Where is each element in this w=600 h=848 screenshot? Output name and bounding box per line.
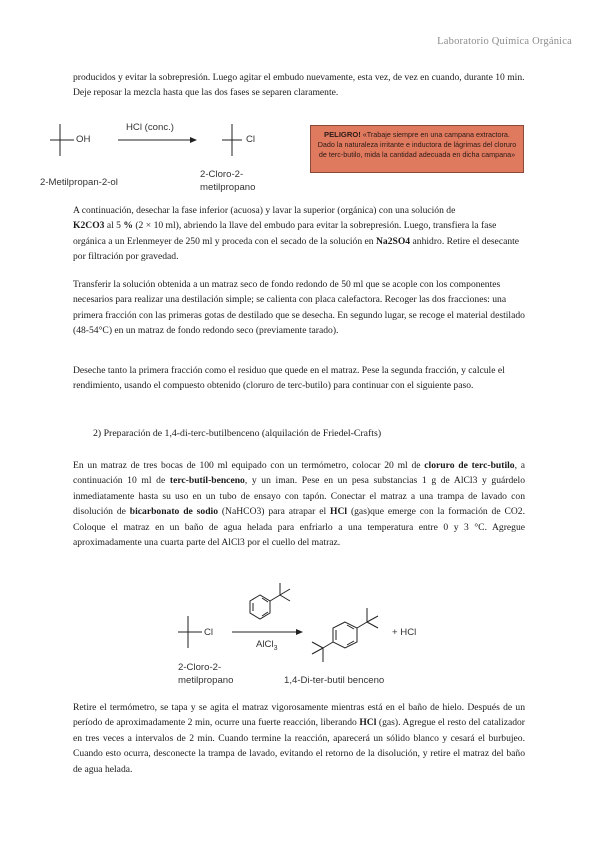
reaction2-reactant-group: Cl [204,627,214,638]
reaction2-reactant-name-line1: 2-Cloro-2- [178,662,222,673]
reaction2-reactant-name-line2: metilpropano [178,675,234,686]
page-header: Laboratorio Química Orgánica [437,36,572,47]
paragraph-intro: producidos y evitar la sobrepresión. Luego agitar el embudo nuevamente, esta vez, de vez en cuando, durante 10 min. Deje reposar la mezcla hasta que las dos fases se separen claramente. [73,72,525,99]
paragraph-reaction-procedure: Retire el termómetro, se tapa y se agita el matraz vigorosamente mientras está en el baño de hielo. Después de un período de aproximadamente 2 min, ocurre una fuerte reacción, liberando HCl (gas). Agregue el resto del catalizador en tres veces a intervalos de 2 min. Cuando termine la reacción, aparecerá un sólido blanco y cesará el burbujeo. Cuando esto ocurra, desconecte la trampa de lavado, evitando el retorno de la disolución, y retire el matraz del baño de agua helada. [73,702,526,775]
reaction1-reactant-name: 2-Metilpropan-2-ol [40,177,118,188]
section-2-title: 2) Preparación de 1,4-di-terc-butilbenceno (alquilación de Friedel-Crafts) [93,428,382,439]
reaction2-byproduct: + HCl [392,627,417,638]
paragraph-wash: A continuación, desechar la fase inferior (acuosa) y lavar la superior (orgánica) con una solución de K2CO3 al 5 % (2 × 10 ml), abriendo la llave del embudo para evitar la sobrepresión. Luego, transfiera la fase orgánica a un Erlenmeyer de 250 ml y proceda con el secado de la solución en Na2SO4 anhidro. Retire el desecante por filtración por gravedad. [73,205,520,263]
reaction1-arrow-label: HCl (conc.) [126,122,174,133]
paragraph-friedel-crafts: En un matraz de tres bocas de 100 ml equipado con un termómetro, colocar 20 ml de cloruro de terc-butilo, a continuación 10 ml de terc-butil-benceno, y un iman. Pese en un pesa substancias 1 g de AlCl3 y guárdelo inmediatamente hasta su uso en un tubo de ensayo con tapón. Conectar el matraz a una trampa de lavado con disolución de bicarbonato de sodio (NaHCO3) para atrapar el HCl (gas)que emerge con la formación de CO2. Coloque el matraz en un baño de agua helada para enfriarlo a una temperatura entre 0 y 3 °C. Agregue aproximadamente una cuarta parte del AlCl3 por el cuello del matraz. [73,460,526,549]
paragraph-distillation: Transferir la solución obtenida a un matraz seco de fondo redondo de 50 ml que se acople con los componentes necesarios para realizar una destilación simple; se calienta con placa calefactora. Recoger las dos fracciones: una primera fracción con las primeras gotas de destilado que se desecha. En segundo lugar, se recoge el material destilado (48-54°C) en un matraz de fondo redondo seco (previamente tarado). [73,279,525,337]
reaction1-reactant-group: OH [76,134,91,145]
danger-text: «Trabaje siempre en una campana extractora. Dado la naturaleza irritante e inductora de lágrimas del cloruro de terc-butilo, mida la cantidad adecuada en dicha campana» [317,130,517,159]
reaction2-structure [0,0,1,1]
reaction2-product-name: 1,4-Di-ter-butil benceno [284,675,385,686]
reaction2-catalyst: AlCl$_3$ [256,639,278,652]
reaction1-product-name-line1: 2-Cloro-2- [200,169,244,180]
reaction1-product-group: Cl [246,134,256,145]
danger-warning-box [310,125,524,173]
paragraph-yield: Deseche tanto la primera fracción como el residuo que quede en el matraz. Pese la segunda fracción, y calcule el rendimiento, usando el compuesto obtenido (cloruro de terc-butilo) para continuar con el siguiente paso. [73,365,505,392]
reaction1-product-name-line2: metilpropano [200,182,256,193]
danger-title: PELIGRO! [324,130,361,139]
